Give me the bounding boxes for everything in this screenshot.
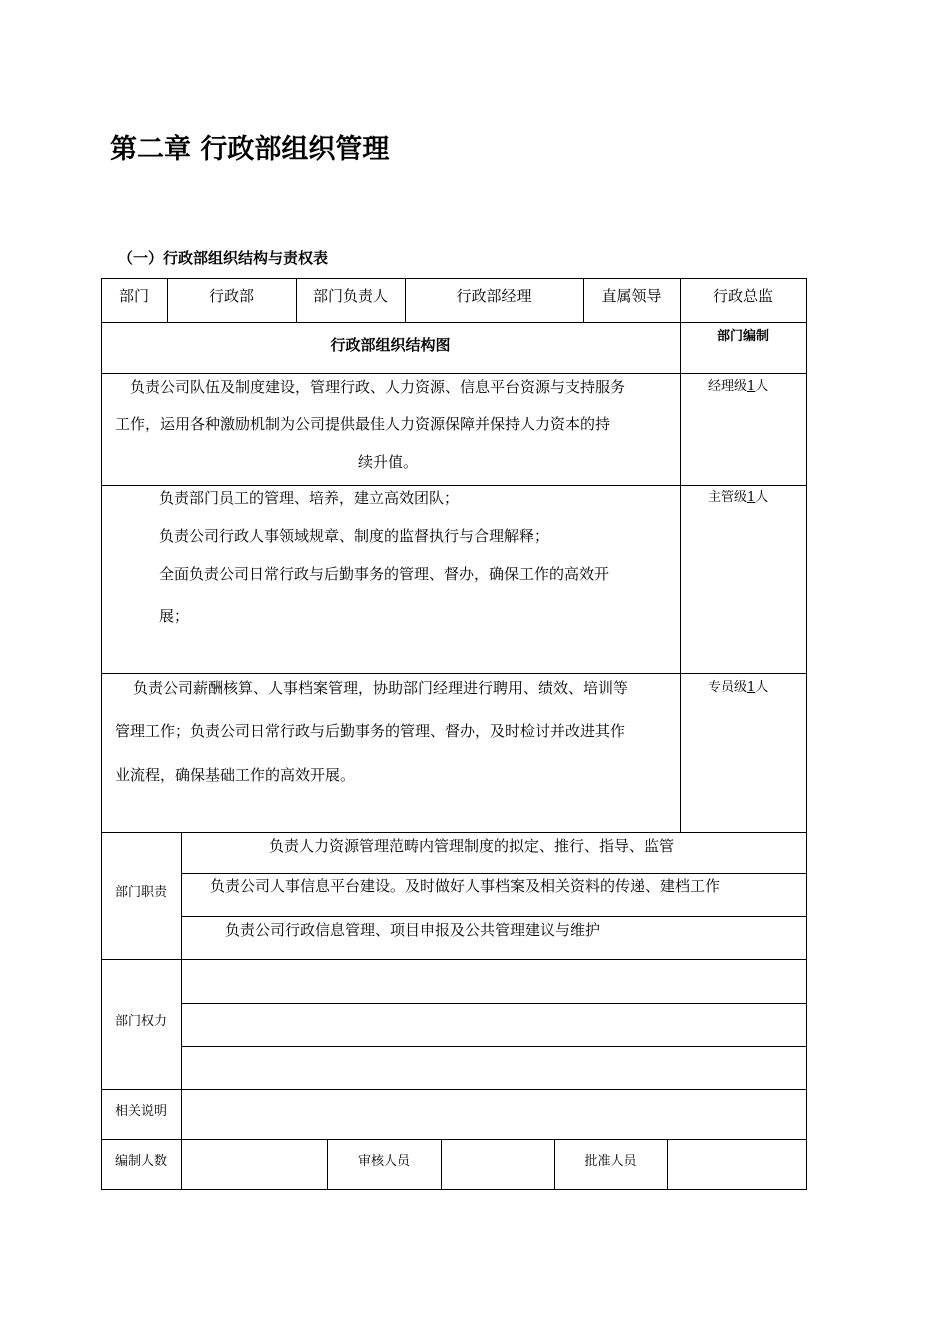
duties-label: 部门职责 (114, 885, 167, 900)
level-supervisor-staffing: 主管级1人 (708, 490, 769, 505)
section-title: （一）行政部组织结构与责权表 (118, 249, 329, 267)
dept-label: 部门 (118, 287, 149, 305)
dept-head-label: 部门负责人 (312, 287, 388, 305)
duty-item: 负责人力资源管理范畴内管理制度的拟定、推行、指导、监管 (269, 837, 675, 855)
staffing-label: 部门编制 (716, 329, 769, 344)
reviewer-label: 审核人员 (357, 1154, 410, 1169)
direct-leader-label: 直属领导 (601, 287, 662, 305)
powers-label: 部门权力 (114, 1014, 167, 1029)
notes-label: 相关说明 (114, 1104, 167, 1119)
chapter-title: 第二章 行政部组织管理 (110, 134, 390, 165)
staff-count-label: 编制人数 (114, 1154, 167, 1169)
dept-head-value: 行政部经理 (456, 287, 532, 305)
duty-item: 负责公司人事信息平台建设。及时做好人事档案及相关资料的传递、建档工作 (210, 877, 721, 895)
level-specialist-staffing: 专员级1人 (708, 680, 769, 695)
dept-value: 行政部 (208, 287, 254, 305)
approver-label: 批准人员 (584, 1154, 637, 1169)
org-chart-title: 行政部组织结构图 (330, 336, 451, 354)
direct-leader-value: 行政总监 (712, 287, 773, 305)
level-manager-staffing: 经理级1人 (708, 379, 769, 394)
duty-item: 负责公司行政信息管理、项目申报及公共管理建议与维护 (225, 921, 601, 939)
